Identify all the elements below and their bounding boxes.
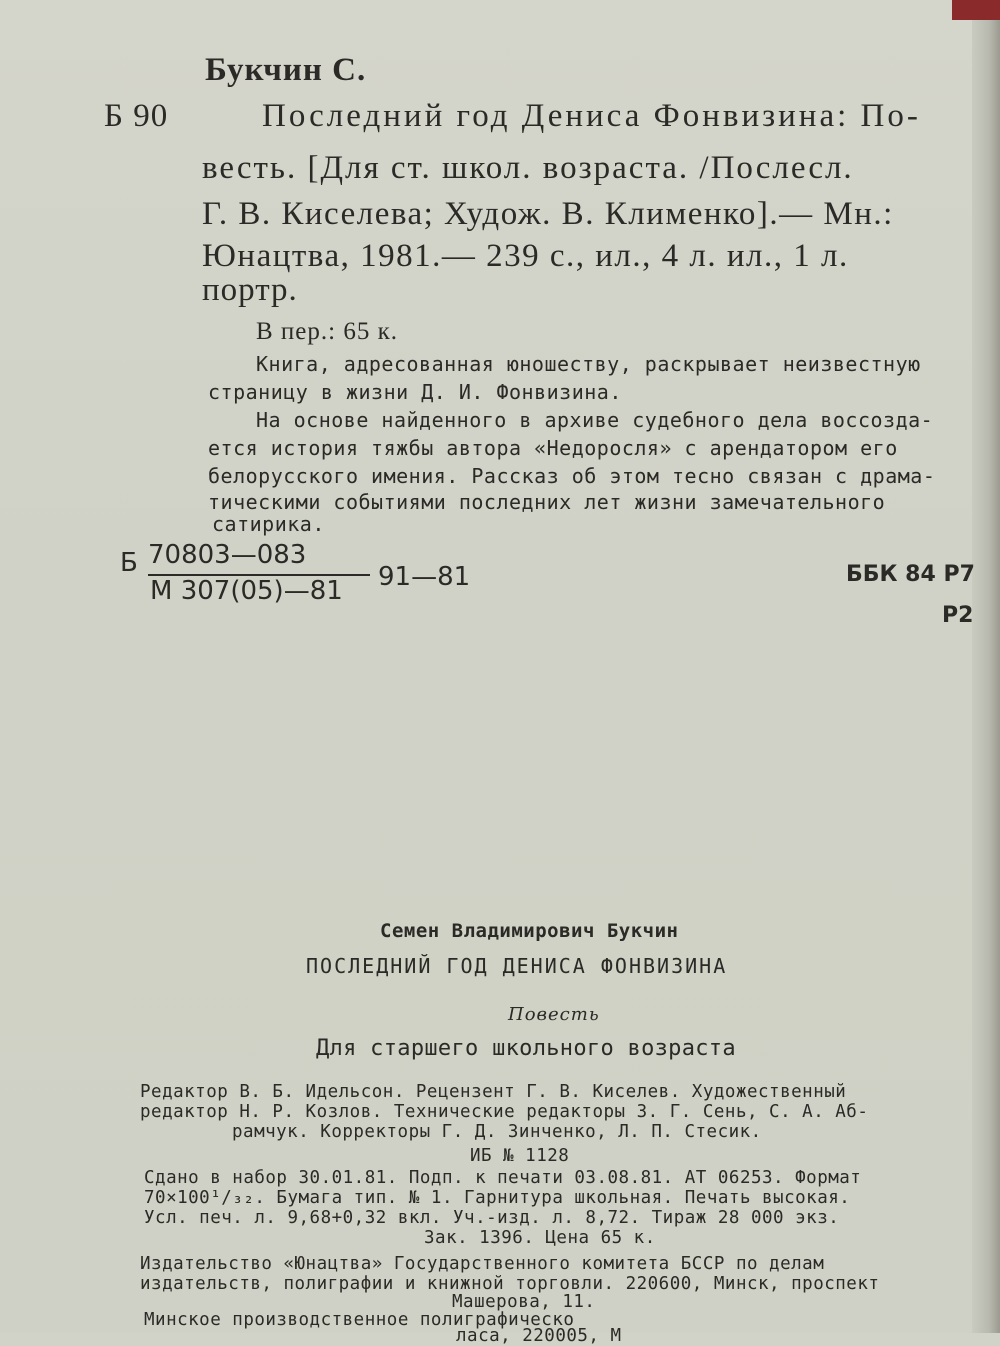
publisher-line-1: Издательство «Юнацтва» Государственного комитета БССР по делам xyxy=(140,1254,825,1274)
imprint-audience: Для старшего школьного возраста xyxy=(316,1036,736,1061)
print-line-1: Сдано в набор 30.01.81. Подп. к печати 03.08.81. АТ 06253. Формат xyxy=(144,1168,862,1188)
imprint-title: ПОСЛЕДНИЙ ГОД ДЕНИСА ФОНВИЗИНА xyxy=(306,954,728,978)
annotation-line-2: страницу в жизни Д. И. Фонвизина. xyxy=(208,380,622,404)
annotation-line-7: сатирика. xyxy=(212,512,325,536)
catalog-code: Б 90 xyxy=(104,98,169,134)
annotation-line-3: На основе найденного в архиве судебного дела воссозда- xyxy=(256,408,934,432)
publisher-line-2: издательств, полиграфии и книжной торговли. 220600, Минск, проспект xyxy=(140,1274,880,1294)
publisher-line-5: ласа, 220005, М xyxy=(456,1326,622,1346)
editors-line-3: рамчук. Корректоры Г. Д. Зинченко, Л. П. Стесик. xyxy=(232,1122,762,1142)
class-numerator: 70803—083 xyxy=(148,540,307,570)
r-code: Р2 xyxy=(942,603,974,628)
class-denominator: М 307(05)—81 xyxy=(150,576,343,606)
print-line-3: Усл. печ. л. 9,68+0,32 вкл. Уч.-изд. л. 8,72. Тираж 28 000 экз. xyxy=(144,1208,840,1228)
annotation-line-5: белорусского имения. Рассказ об этом тесно связан с драма- xyxy=(208,464,936,488)
editors-line-1: Редактор В. Б. Идельсон. Рецензент Г. В. Киселев. Художественный xyxy=(140,1082,847,1102)
biblio-line-5: портр. xyxy=(202,272,298,308)
author-name: Букчин С. xyxy=(205,52,367,88)
imprint-author: Семен Владимирович Букчин xyxy=(380,920,679,942)
page-edge-shadow xyxy=(972,0,1000,1333)
class-number: 91—81 xyxy=(378,562,471,592)
print-line-2: 70×100¹/₃₂. Бумага тип. № 1. Гарнитура школьная. Печать высокая. xyxy=(144,1188,851,1208)
imprint-genre: Повесть xyxy=(508,1004,600,1025)
editors-line-2: редактор Н. Р. Козлов. Технические редакторы З. Г. Сень, С. А. Аб- xyxy=(140,1102,869,1122)
class-prefix: Б xyxy=(120,548,138,578)
bbk-code: ББК 84 Р7 xyxy=(846,562,975,587)
annotation-line-1: Книга, адресованная юношеству, раскрывает неизвестную xyxy=(256,352,921,376)
publisher-line-4: Минское производственное полиграфическо xyxy=(144,1310,575,1330)
print-line-4: Зак. 1396. Цена 65 к. xyxy=(424,1228,656,1248)
price-line: В пер.: 65 к. xyxy=(256,318,398,345)
biblio-line-1: Последний год Дениса Фонвизина: По- xyxy=(262,98,921,134)
biblio-line-2: весть. [Для ст. школ. возраста. /Послесл. xyxy=(202,150,854,186)
annotation-line-4: ется история тяжбы автора «Недоросля» с арендатором его xyxy=(208,436,898,460)
annotation-line-6: тическими событиями последних лет жизни замечательного xyxy=(208,490,886,514)
biblio-line-4: Юнацтва, 1981.— 239 с., ил., 4 л. ил., 1 л. xyxy=(202,238,849,274)
book-cover-corner xyxy=(952,0,1000,20)
publisher-line-3: Машерова, 11. xyxy=(452,1292,596,1312)
ib-number: ИБ № 1128 xyxy=(470,1146,570,1166)
biblio-line-3: Г. В. Киселева; Худож. В. Клименко].— Мн.: xyxy=(202,196,894,232)
